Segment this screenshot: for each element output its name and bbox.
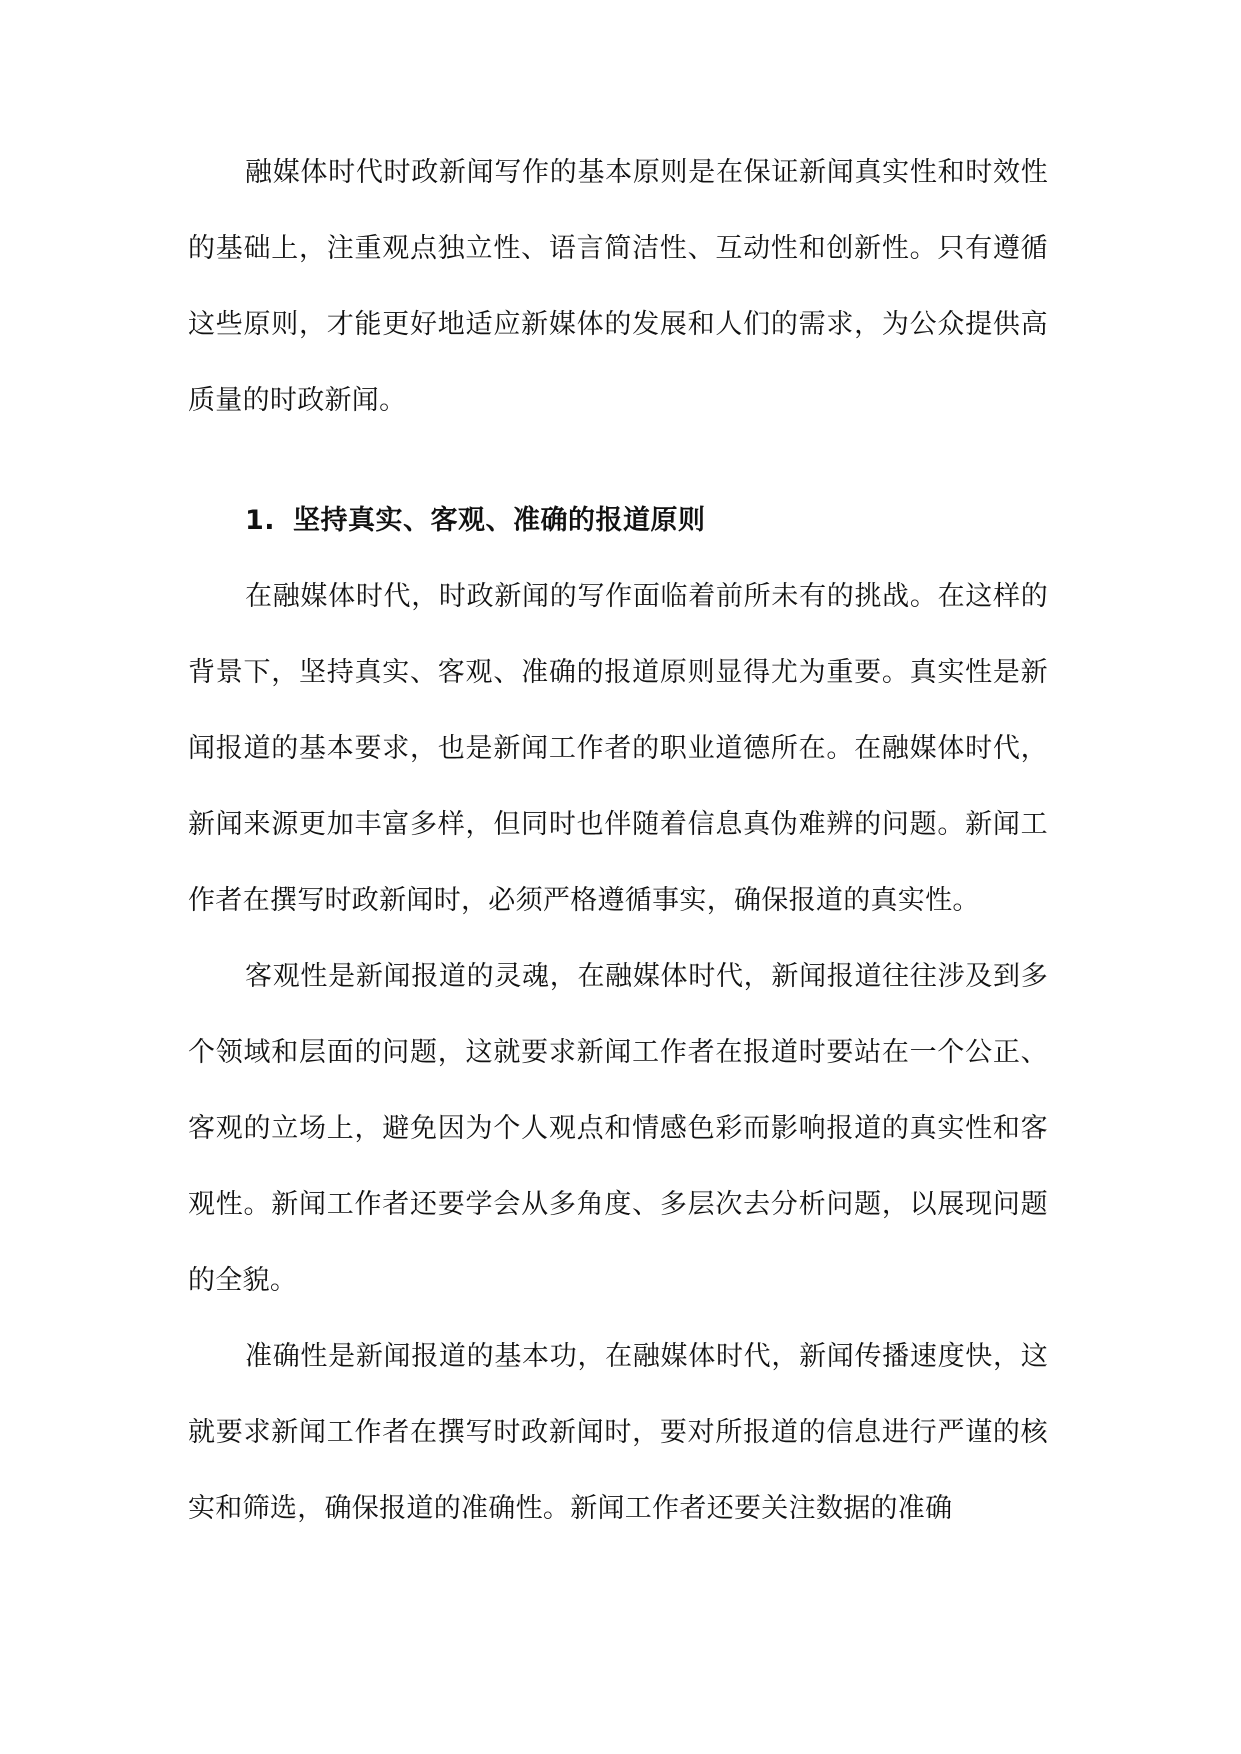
document-body: [188, 135, 1048, 1547]
paragraph-truthfulness: 在融媒体时代，时政新闻的写作面临着前所未有的挑战。在这样的背景下，坚持真实、客观、准确的报道原则显得尤为重要。真实性是新闻报道的基本要求，也是新闻工作者的职业道德所在。在融媒体时代，新闻来源更加丰富多样，但同时也伴随着信息真伪难辨的问题。新闻工作者在撰写时政新闻时，必须严格遵循事实，确保报道的真实性。: [188, 581, 1048, 916]
paragraph-intro: 融媒体时代时政新闻写作的基本原则是在保证新闻真实性和时效性的基础上，注重观点独立性、语言简洁性、互动性和创新性。只有遵循这些原则，才能更好地适应新媒体的发展和人们的需求，为公众提供高质量的时政新闻。: [188, 157, 1048, 416]
section-title: 坚持真实、客观、准确的报道原则: [293, 505, 706, 536]
paragraph-accuracy: 准确性是新闻报道的基本功，在融媒体时代，新闻传播速度快，这就要求新闻工作者在撰写时政新闻时，要对所报道的信息进行严谨的核实和筛选，确保报道的准确性。新闻工作者还要关注数据的准确: [188, 1341, 1048, 1524]
paragraph-objectivity: 客观性是新闻报道的灵魂，在融媒体时代，新闻报道往往涉及到多个领域和层面的问题，这就要求新闻工作者在报道时要站在一个公正、客观的立场上，避免因为个人观点和情感色彩而影响报道的真实性和客观性。新闻工作者还要学会从多角度、多层次去分析问题，以展现问题的全貌。: [188, 961, 1048, 1296]
section-number: 1.: [245, 505, 276, 536]
section-heading: [188, 483, 1048, 559]
